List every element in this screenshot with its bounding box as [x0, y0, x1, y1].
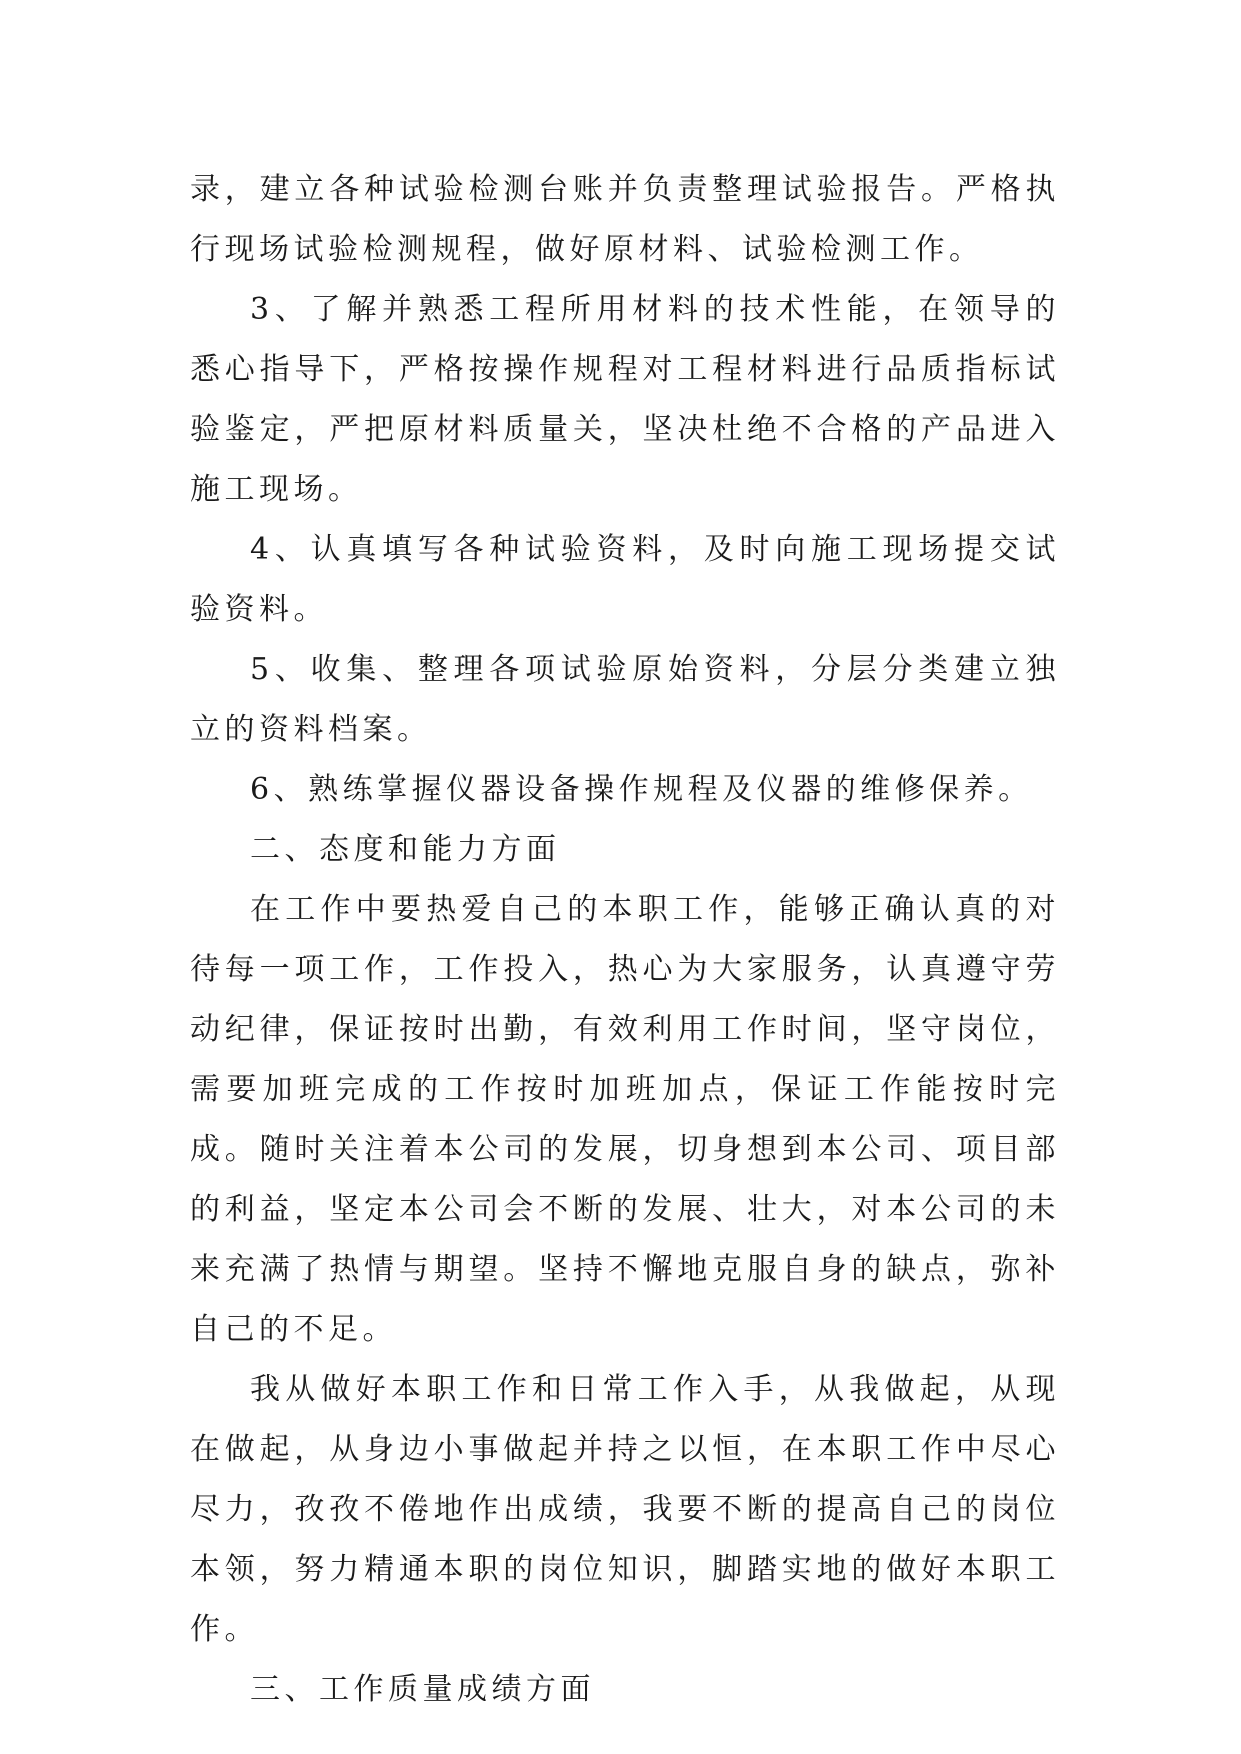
- paragraph-item-4: 4、认真填写各种试验资料，及时向施工现场提交试验资料。: [190, 532, 1060, 627]
- paragraph-item-6: 6、熟练掌握仪器设备操作规程及仪器的维修保养。: [250, 772, 1033, 807]
- paragraph-attitude: 在工作中要热爱自己的本职工作，能够正确认真的对待每一项工作，工作投入，热心为大家服务，认真遵守劳动纪律，保证按时出勤，有效利用工作时间，坚守岗位，需要加班完成的工作按时加班加点，保证工作能按时完成。随时关注着本公司的发展，切身想到本公司、项目部的利益，坚定本公司会不断的发展、壮大，对本公司的未来充满了热情与期望。坚持不懈地克服自身的缺点，弥补自己的不足。: [190, 892, 1060, 1347]
- section-heading-3: 三、工作质量成绩方面: [250, 1672, 595, 1707]
- paragraph-work-start: 我从做好本职工作和日常工作入手，从我做起，从现在做起，从身边小事做起并持之以恒，在本职工作中尽心尽力，孜孜不倦地作出成绩，我要不断的提高自己的岗位本领，努力精通本职的岗位知识，脚踏实地的做好本职工作。: [190, 1372, 1060, 1647]
- paragraph-continuation: 录，建立各种试验检测台账并负责整理试验报告。严格执行现场试验检测规程，做好原材料、试验检测工作。: [190, 172, 1060, 267]
- paragraph-item-5: 5、收集、整理各项试验原始资料，分层分类建立独立的资料档案。: [190, 652, 1060, 747]
- document-body: [190, 160, 1060, 1720]
- section-heading-2: 二、态度和能力方面: [250, 832, 561, 867]
- paragraph-item-3: 3、了解并熟悉工程所用材料的技术性能，在领导的悉心指导下，严格按操作规程对工程材料进行品质指标试验鉴定，严把原材料质量关，坚决杜绝不合格的产品进入施工现场。: [190, 292, 1060, 507]
